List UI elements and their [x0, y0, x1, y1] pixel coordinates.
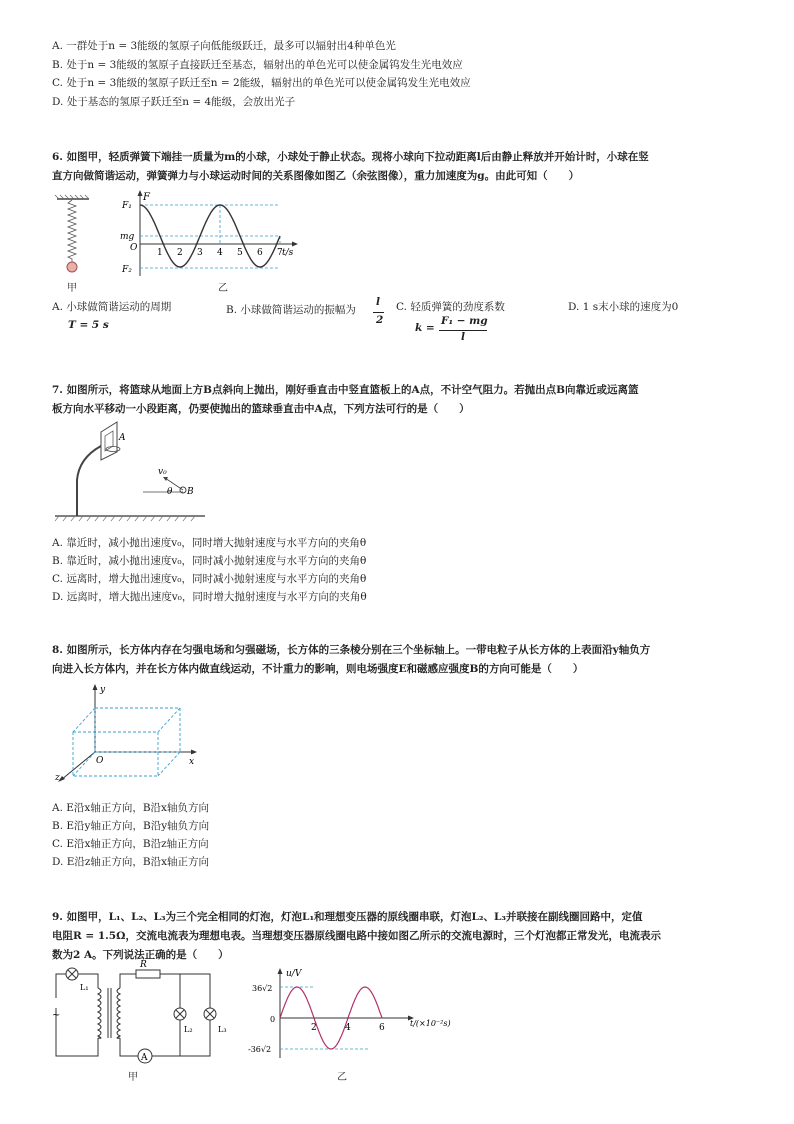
q8-cuboid-figure — [55, 680, 205, 790]
q9-voltage-time-graph — [250, 962, 460, 1062]
q6-fig-right-caption: 乙 — [218, 283, 228, 294]
q6-label-t: t/s — [282, 248, 294, 258]
q7-stem-line1: 7. 如图所示，将篮球从地面上方B点斜向上抛出，刚好垂直击中竖直篮板上的A点，不计空气阻力。若抛出点B向靠近或远离篮 — [52, 384, 639, 396]
q6-label-f1: F₁ — [122, 201, 132, 211]
q5-option-b: B. 处于n = 3能级的氢原子直接跃迁至基态，辐射出的单色光可以使金属钨发生光电效应 — [52, 59, 463, 71]
q9-fig-right-caption: 乙 — [337, 1072, 347, 1083]
q8-stem-line2: 向进入长方体内，并在长方体内做直线运动，不计重力的影响，则电场强度E和磁感应强度B的方向可能是（ ） — [52, 663, 584, 675]
q9-fig-left-caption: 甲 — [128, 1072, 138, 1083]
q9-label-ac: ~ — [52, 1010, 61, 1021]
q6-tick-label: 7 — [277, 248, 283, 258]
q6-option-a-line2: T = 5 s — [68, 319, 109, 331]
q6-option-b-den: 2 — [376, 314, 384, 326]
q7-label-a: A — [119, 433, 126, 443]
q9-tick-label: 2 — [311, 1023, 317, 1033]
q9-label-l3: L₃ — [218, 1025, 227, 1034]
q6-tick-label: 4 — [217, 248, 223, 258]
q6-tick-label: 5 — [237, 248, 243, 258]
q9-label-t: t/(×10⁻²s) — [410, 1019, 451, 1028]
q6-fig-left-caption: 甲 — [67, 283, 77, 294]
q7-label-b: B — [187, 487, 194, 497]
q6-stem-line1: 6. 如图甲，轻质弹簧下端挂一质量为m的小球，小球处于静止状态。现将小球向下拉动距离l后由静止释放并开始计时，小球在竖 — [52, 151, 649, 163]
q7-option-d: D. 远离时，增大抛出速度v₀，同时增大抛射速度与水平方向的夹角θ — [52, 591, 367, 603]
q5-option-c: C. 处于n = 3能级的氢原子跃迁至n = 2能级，辐射出的单色光可以使金属钨发生光电效应 — [52, 77, 471, 89]
q5-option-d: D. 处于基态的氢原子跃迁至n = 4能级，会放出光子 — [52, 96, 296, 108]
q8-option-d: D. E沿z轴正方向，B沿x轴正方向 — [52, 856, 210, 868]
q7-label-theta: θ — [167, 487, 173, 497]
q8-label-origin: O — [96, 756, 104, 766]
q9-label-ammeter: A — [141, 1053, 148, 1063]
q8-label-z: z — [55, 773, 60, 783]
q9-label-bottom: -36√2 — [248, 1045, 272, 1054]
q9-label-l2: L₂ — [184, 1025, 193, 1034]
q6-tick-label: 1 — [157, 248, 163, 258]
q6-tick-label: 6 — [257, 248, 263, 258]
q6-label-f2: F₂ — [122, 265, 132, 275]
q5-option-a: A. 一群处于n = 3能级的氢原子向低能级跃迁，最多可以辐射出4种单色光 — [52, 40, 396, 52]
q6-option-b: B. 小球做简谐运动的振幅为 — [226, 304, 356, 316]
q7-basketball-figure — [55, 420, 215, 525]
q9-label-u: u/V — [286, 969, 302, 979]
q6-option-b-num: l — [376, 296, 380, 308]
q6-tick-label: 3 — [197, 248, 203, 258]
q6-option-a-line1: A. 小球做简谐运动的周期 — [52, 301, 172, 313]
q8-option-a: A. E沿x轴正方向，B沿x轴负方向 — [52, 802, 209, 814]
q8-option-b: B. E沿y轴正方向，B沿y轴负方向 — [52, 820, 210, 832]
q6-label-mg: mg — [120, 232, 135, 242]
q6-option-c-k: k = — [415, 322, 435, 334]
q9-label-top: 36√2 — [252, 984, 273, 993]
q9-label-r: R — [140, 960, 147, 970]
q9-tick-label: 6 — [379, 1023, 385, 1033]
q6-label-f: F — [143, 192, 150, 203]
q6-option-c-den: l — [461, 331, 465, 343]
q6-spring-figure — [55, 195, 95, 285]
q6-label-origin: O — [130, 243, 138, 253]
q6-option-c-num: F₁ − mg — [441, 315, 488, 327]
q9-stem-line1: 9. 如图甲，L₁、L₂、L₃为三个完全相同的灯泡，灯泡L₁和理想变压器的原线圈串联，灯泡L₂、L₃并联接在副线圈回路中，定值 — [52, 911, 643, 923]
q9-circuit-figure — [52, 960, 242, 1068]
q9-stem-line2: 电阻R = 1.5Ω，交流电流表为理想电表。当理想变压器原线圈电路中接如图乙所示的交流电源时，三个灯泡都正常发光，电流表示 — [52, 930, 661, 942]
q9-stem-line3: 数为2 A。下列说法正确的是（ ） — [52, 949, 229, 961]
q7-option-a: A. 靠近时，减小抛出速度v₀，同时增大抛射速度与水平方向的夹角θ — [52, 537, 367, 549]
q8-label-y: y — [100, 685, 106, 695]
q7-option-b: B. 靠近时，减小抛出速度v₀，同时减小抛射速度与水平方向的夹角θ — [52, 555, 367, 567]
q7-stem-line2: 板方向水平移动一小段距离，仍要使抛出的篮球垂直击中A点，下列方法可行的是（ ） — [52, 403, 470, 415]
q7-label-v0: v₀ — [158, 467, 167, 477]
q6-stem-line2: 直方向做简谐运动，弹簧弹力与小球运动时间的关系图像如图乙（余弦图像），重力加速度为g。由此可知（ ） — [52, 170, 580, 182]
q8-option-c: C. E沿x轴正方向，B沿z轴正方向 — [52, 838, 209, 850]
q8-label-x: x — [189, 757, 195, 767]
q9-tick-label: 4 — [345, 1023, 351, 1033]
q6-option-c-line1: C. 轻质弹簧的劲度系数 — [396, 301, 505, 313]
q9-label-zero: 0 — [270, 1015, 276, 1024]
q6-option-d: D. 1 s末小球的速度为0 — [568, 301, 679, 313]
q8-stem-line1: 8. 如图所示，长方体内存在匀强电场和匀强磁场，长方体的三条棱分别在三个坐标轴上。一带电粒子从长方体的上表面沿y轴负方 — [52, 644, 651, 656]
q6-tick-label: 2 — [177, 248, 183, 258]
q6-force-time-graph — [120, 188, 305, 280]
q9-label-l1: L₁ — [80, 983, 89, 992]
q7-option-c: C. 远离时，增大抛出速度v₀，同时减小抛射速度与水平方向的夹角θ — [52, 573, 367, 585]
